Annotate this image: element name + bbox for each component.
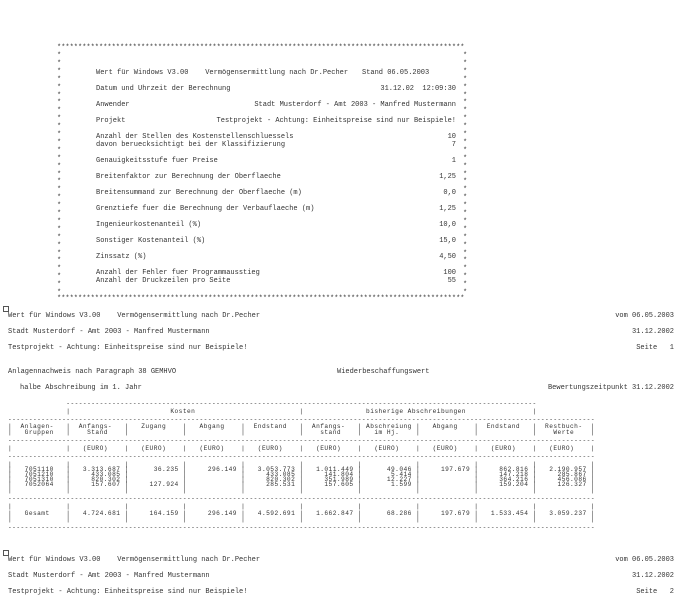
setting-label: Anzahl der Fehler fuer Programmausstieg bbox=[96, 269, 260, 277]
table-row: | 7051310 | 820.302 | | | 820.302 | 351.989 | 12.227 | | 364.216 | 456.086 | bbox=[8, 476, 595, 483]
setting-value: 100 bbox=[443, 269, 456, 277]
box-border-star: * bbox=[463, 281, 468, 290]
page1-header-user: Stadt Musterdorf - Amt 2003 - Manfred Mustermann bbox=[8, 328, 210, 336]
box-border-star: * bbox=[57, 194, 62, 203]
box-border-star: * bbox=[57, 154, 62, 163]
setting-label: Breitensummand zur Berechnung der Oberflaeche (m) bbox=[96, 189, 302, 197]
setting-label: Anwender bbox=[96, 101, 130, 109]
page2-header-user: Stadt Musterdorf - Amt 2003 - Manfred Mustermann bbox=[8, 572, 210, 580]
report-kind: Wiederbeschaffungswert bbox=[337, 368, 430, 376]
table-line: | | | | | | | | | | | bbox=[8, 461, 595, 468]
setting-label: Grenztiefe fuer die Berechnung der Verbauflaeche (m) bbox=[96, 205, 315, 213]
setting-label: Genauigkeitsstufe fuer Preise bbox=[96, 157, 218, 165]
box-border-star: * bbox=[57, 249, 62, 258]
setting-label: Datum und Uhrzeit der Berechnung bbox=[96, 85, 231, 93]
box-border-star: * bbox=[57, 115, 62, 124]
setting-label: Anzahl der Stellen des Kostenstellenschluessels bbox=[96, 133, 294, 141]
page2-page-number: Seite 2 bbox=[636, 588, 674, 596]
table-line: --------------------------------------------------------------------------------------------------------------------------------------------- bbox=[8, 495, 595, 502]
setting-value: 7 bbox=[451, 141, 456, 149]
box-border-star: * bbox=[463, 154, 468, 163]
box-border-star: * bbox=[463, 75, 468, 84]
box-title: Wert für Windows V3.00 Vermögensermittlung nach Dr.Pecher bbox=[96, 69, 349, 77]
box-border-star: * bbox=[463, 202, 468, 211]
box-border-star: * bbox=[57, 67, 62, 76]
table-row: | 7051110 | 3.313.687 | 36.235 | 296.149 | 3.053.773 | 1.011.449 | 49.046 | 197.679 | 862.816 | 2.190.957 | bbox=[8, 466, 595, 473]
box-border-star: * bbox=[57, 146, 62, 155]
box-border-star: * bbox=[57, 217, 62, 226]
table-line: --------------------------------------------------------------------------------------------------------------------------------------------- bbox=[8, 524, 595, 531]
box-border-star: * bbox=[463, 210, 468, 218]
box-border-star: * bbox=[57, 202, 62, 211]
table-total-row: | | | | | | | | | | | bbox=[8, 503, 595, 510]
box-border-star: * bbox=[57, 186, 62, 195]
box-border-star: * bbox=[57, 233, 62, 242]
setting-value: 1,25 bbox=[439, 205, 456, 213]
box-border-star: * bbox=[463, 59, 468, 68]
table-line: --------------------------------------------------------------------------------------------------------------------------------------------- bbox=[8, 453, 595, 460]
setting-value: 10,0 bbox=[439, 221, 456, 229]
table-row: | 7052064 | 157.607 | 127.924 | | 285.531 | 157.605 | 1.599 | | 159.204 | 126.327 | bbox=[8, 481, 595, 488]
page1-header-title: Wert für Windows V3.00 Vermögensermittlung nach Dr.Pecher bbox=[8, 312, 261, 320]
table-line: | | | | | | | | | | | bbox=[8, 516, 595, 523]
setting-value: 10 bbox=[447, 133, 456, 141]
box-border-star: * bbox=[57, 281, 62, 290]
box-border-star: * bbox=[463, 83, 468, 92]
setting-label: Sonstiger Kostenanteil (%) bbox=[96, 237, 206, 245]
box-stand-date: Stand 06.05.2003 bbox=[362, 69, 430, 77]
box-border-star: * bbox=[57, 210, 62, 218]
page1-page-number: Seite 1 bbox=[636, 344, 674, 352]
setting-label: Anzahl der Druckzeilen pro Seite bbox=[96, 277, 231, 285]
box-border-star: * bbox=[463, 289, 468, 297]
setting-value: 55 bbox=[447, 277, 456, 285]
page1-header-calc-date: 31.12.2002 bbox=[631, 328, 674, 336]
table-group-headers: | Kosten | bisherige Abschreibungen | bbox=[8, 408, 537, 415]
box-border-bottom: ************************************************************************************************* bbox=[57, 295, 465, 303]
page1-header-project: Testprojekt - Achtung: Einheitspreise sind nur Beispiele! bbox=[8, 344, 248, 352]
box-border-star: * bbox=[463, 115, 468, 124]
box-border-star: * bbox=[463, 67, 468, 76]
box-border-star: * bbox=[463, 249, 468, 258]
box-border-star: * bbox=[57, 83, 62, 92]
table-line: | Gesamt | 4.724.681 | 164.159 | 296.149 | 4.592.691 | 1.662.847 | 68.286 | 197.679 | 1.533.454 | 3.059.237 | bbox=[8, 510, 595, 517]
box-border-star: * bbox=[463, 257, 468, 266]
box-border-star: * bbox=[463, 138, 468, 147]
box-border-star: * bbox=[463, 217, 468, 226]
setting-value: 31.12.02 12:09:30 bbox=[380, 85, 456, 93]
box-border-star: * bbox=[57, 52, 62, 60]
table-column-headers: | Gruppen | Stand | | | | stand | im Hj. | | | Werte | bbox=[8, 429, 595, 436]
box-border-star: * bbox=[463, 186, 468, 195]
table-line: ----------------------------------------------------------------------------------------------------------------- bbox=[8, 400, 537, 407]
page2-header-date: vom 06.05.2003 bbox=[615, 556, 674, 564]
page2-header-project: Testprojekt - Achtung: Einheitspreise sind nur Beispiele! bbox=[8, 588, 248, 596]
box-border-star: * bbox=[57, 162, 62, 171]
box-border-star: * bbox=[463, 273, 468, 282]
page2-header-calc-date: 31.12.2002 bbox=[631, 572, 674, 580]
box-border-star: * bbox=[463, 162, 468, 171]
setting-value: 4,50 bbox=[439, 253, 456, 261]
table-line: | | | | | | | | | | | bbox=[8, 487, 595, 494]
box-border-star: * bbox=[463, 91, 468, 100]
box-border-star: * bbox=[463, 99, 468, 108]
box-border-star: * bbox=[57, 91, 62, 100]
box-border-star: * bbox=[57, 273, 62, 282]
report-title: Anlagennachweis nach Paragraph 38 GEMHVO bbox=[8, 368, 177, 376]
box-border-star: * bbox=[57, 289, 62, 297]
box-border-star: * bbox=[57, 170, 62, 179]
page2-header-title: Wert für Windows V3.00 Vermögensermittlung nach Dr.Pecher bbox=[8, 556, 261, 564]
box-border-star: * bbox=[57, 178, 62, 187]
setting-value: 0,0 bbox=[443, 189, 456, 197]
box-border-star: * bbox=[463, 146, 468, 155]
box-border-star: * bbox=[57, 265, 62, 274]
box-border-top: ************************************************************************************************* bbox=[57, 44, 465, 52]
box-border-star: * bbox=[57, 257, 62, 266]
box-border-star: * bbox=[463, 123, 468, 132]
depreciation-method: halbe Abschreibung im 1. Jahr bbox=[20, 384, 142, 392]
box-border-star: * bbox=[463, 178, 468, 187]
box-border-star: * bbox=[463, 194, 468, 203]
setting-label: Projekt bbox=[96, 117, 126, 125]
box-border-star: * bbox=[57, 107, 62, 116]
valuation-date: Bewertungszeitpunkt 31.12.2002 bbox=[547, 384, 674, 392]
box-border-star: * bbox=[57, 131, 62, 139]
setting-label: Zinssatz (%) bbox=[96, 253, 147, 261]
box-border-star: * bbox=[463, 225, 468, 234]
box-border-star: * bbox=[463, 107, 468, 116]
setting-label: davon beruecksichtigt bei der Klassifizierung bbox=[96, 141, 286, 149]
box-border-star: * bbox=[463, 233, 468, 242]
box-border-star: * bbox=[463, 241, 468, 250]
box-border-star: * bbox=[463, 265, 468, 274]
box-border-star: * bbox=[57, 99, 62, 108]
box-border-star: * bbox=[463, 170, 468, 179]
setting-value: Testprojekt - Achtung: Einheitspreise sind nur Beispiele! bbox=[216, 117, 456, 125]
setting-value: 1 bbox=[451, 157, 456, 165]
setting-value: Stadt Musterdorf - Amt 2003 - Manfred Mustermann bbox=[254, 101, 456, 109]
table-line: --------------------------------------------------------------------------------------------------------------------------------------------- bbox=[8, 416, 595, 423]
box-border-star: * bbox=[57, 123, 62, 132]
table-units-row: | | (EURO) | (EURO) | (EURO) | (EURO) | (EURO) | (EURO) | (EURO) | (EURO) | (EURO) | bbox=[8, 445, 595, 452]
box-border-star: * bbox=[57, 241, 62, 250]
setting-value: 15,0 bbox=[439, 237, 456, 245]
setting-label: Breitenfaktor zur Berechnung der Oberflaeche bbox=[96, 173, 281, 181]
box-border-star: * bbox=[57, 59, 62, 68]
table-column-headers: | Anlagen- | Anfangs- | Zugang | Abgang | Endstand | Anfangs- | Abschreiung | Abgang | Endstand | Restbuch- | bbox=[8, 423, 595, 430]
page1-header-date: vom 06.05.2003 bbox=[615, 312, 674, 320]
table-line: --------------------------------------------------------------------------------------------------------------------------------------------- bbox=[8, 437, 595, 444]
box-border-star: * bbox=[463, 52, 468, 60]
setting-value: 1,25 bbox=[439, 173, 456, 181]
box-border-star: * bbox=[57, 75, 62, 84]
box-border-star: * bbox=[463, 131, 468, 139]
setting-label: Ingenieurkostenanteil (%) bbox=[96, 221, 202, 229]
box-border-star: * bbox=[57, 225, 62, 234]
table-row: | 7051210 | 433.085 | | | 433.085 | 141.804 | 5.414 | | 147.218 | 285.867 | bbox=[8, 471, 595, 478]
box-border-star: * bbox=[57, 138, 62, 147]
